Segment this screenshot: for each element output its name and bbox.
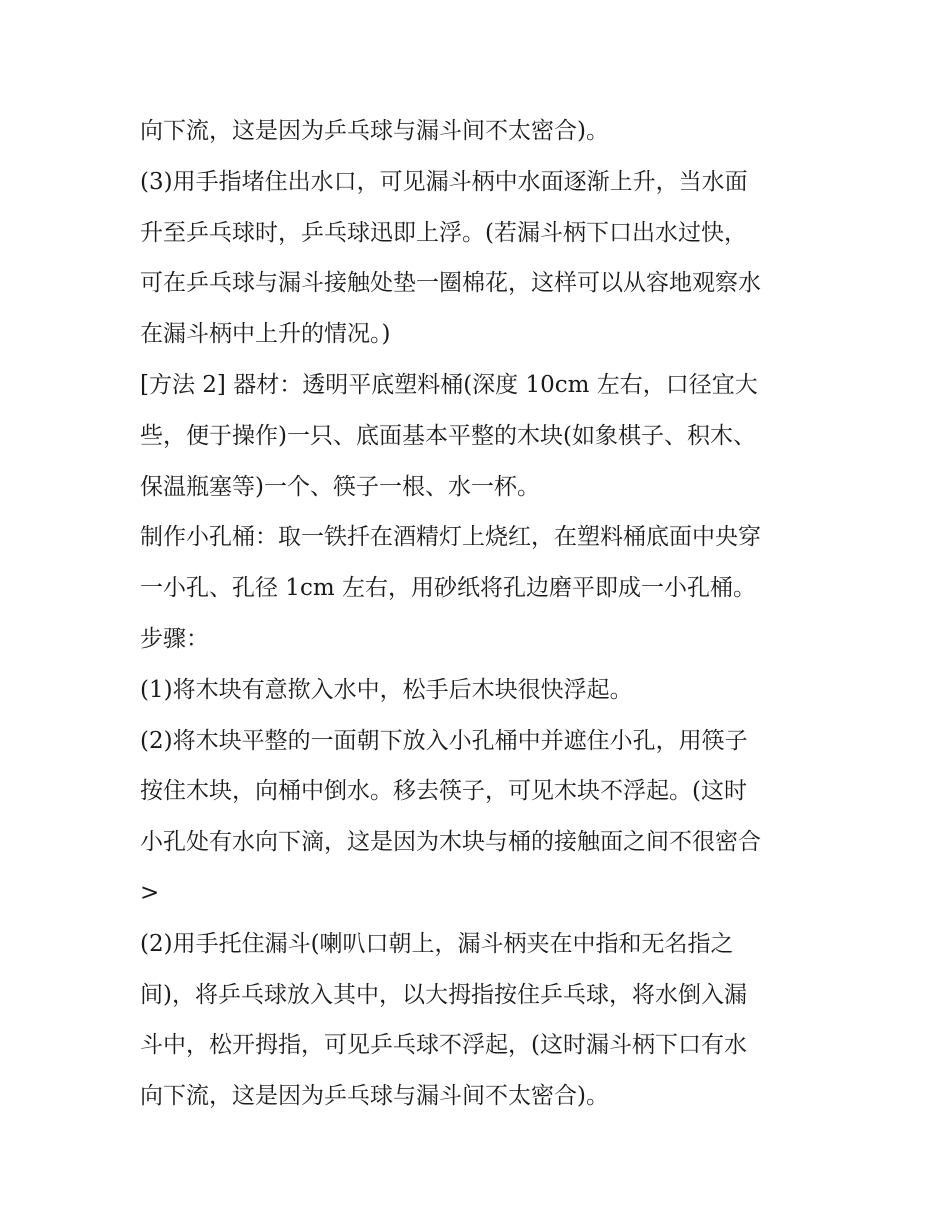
document-body: [140, 106, 820, 1122]
text-line: (2)将木块平整的一面朝下放入小孔桶中并遮住小孔，用筷子: [140, 727, 748, 754]
text-line: 在漏斗柄中上升的情况。): [140, 321, 391, 348]
text-line: 可在乒乓球与漏斗接触处垫一圈棉花，这样可以从容地观察水: [140, 270, 761, 297]
text-line: 保温瓶塞等)一个、筷子一根、水一杯。: [140, 473, 540, 500]
text-line: 小孔处有水向下滴，这是因为木块与桶的接触面之间不很密合: [140, 829, 761, 856]
text-line: (2)用手托住漏斗(喇叭口朝上，漏斗柄夹在中指和无名指之: [140, 930, 734, 957]
text-line: (1)将木块有意揿入水中，松手后木块很快浮起。: [140, 676, 633, 703]
text-line: (3)用手指堵住出水口，可见漏斗柄中水面逐渐上升，当水面: [140, 168, 748, 195]
text-line: 向下流，这是因为乒乓球与漏斗间不太密合)。: [140, 1083, 609, 1110]
text-line: 斗中，松开拇指，可见乒乓球不浮起，(这时漏斗柄下口有水: [140, 1032, 747, 1059]
text-line: 一小孔、孔径 1cm 左右，用砂纸将孔边磨平即成一小孔桶。: [140, 575, 756, 602]
text-line: >: [140, 879, 160, 906]
text-line: 升至乒乓球时，乒乓球迅即上浮。(若漏斗柄下口出水过快，: [140, 219, 747, 246]
text-line: 按住木块，向桶中倒水。移去筷子，可见木块不浮起。(这时: [140, 778, 747, 805]
text-line: 步骤：: [140, 625, 209, 652]
text-line: [方法 2] 器材：透明平底塑料桶(深度 10cm 左右，口径宜大: [140, 371, 758, 398]
text-line: 些，便于操作)一只、底面基本平整的木块(如象棋子、积木、: [140, 422, 756, 449]
text-line: 向下流，这是因为乒乓球与漏斗间不太密合)。: [140, 118, 609, 144]
text-line: 间)，将乒乓球放入其中，以大拇指按住乒乓球，将水倒入漏: [140, 981, 747, 1008]
text-line: 制作小孔桶：取一铁扦在酒精灯上烧红，在塑料桶底面中央穿: [140, 524, 761, 551]
